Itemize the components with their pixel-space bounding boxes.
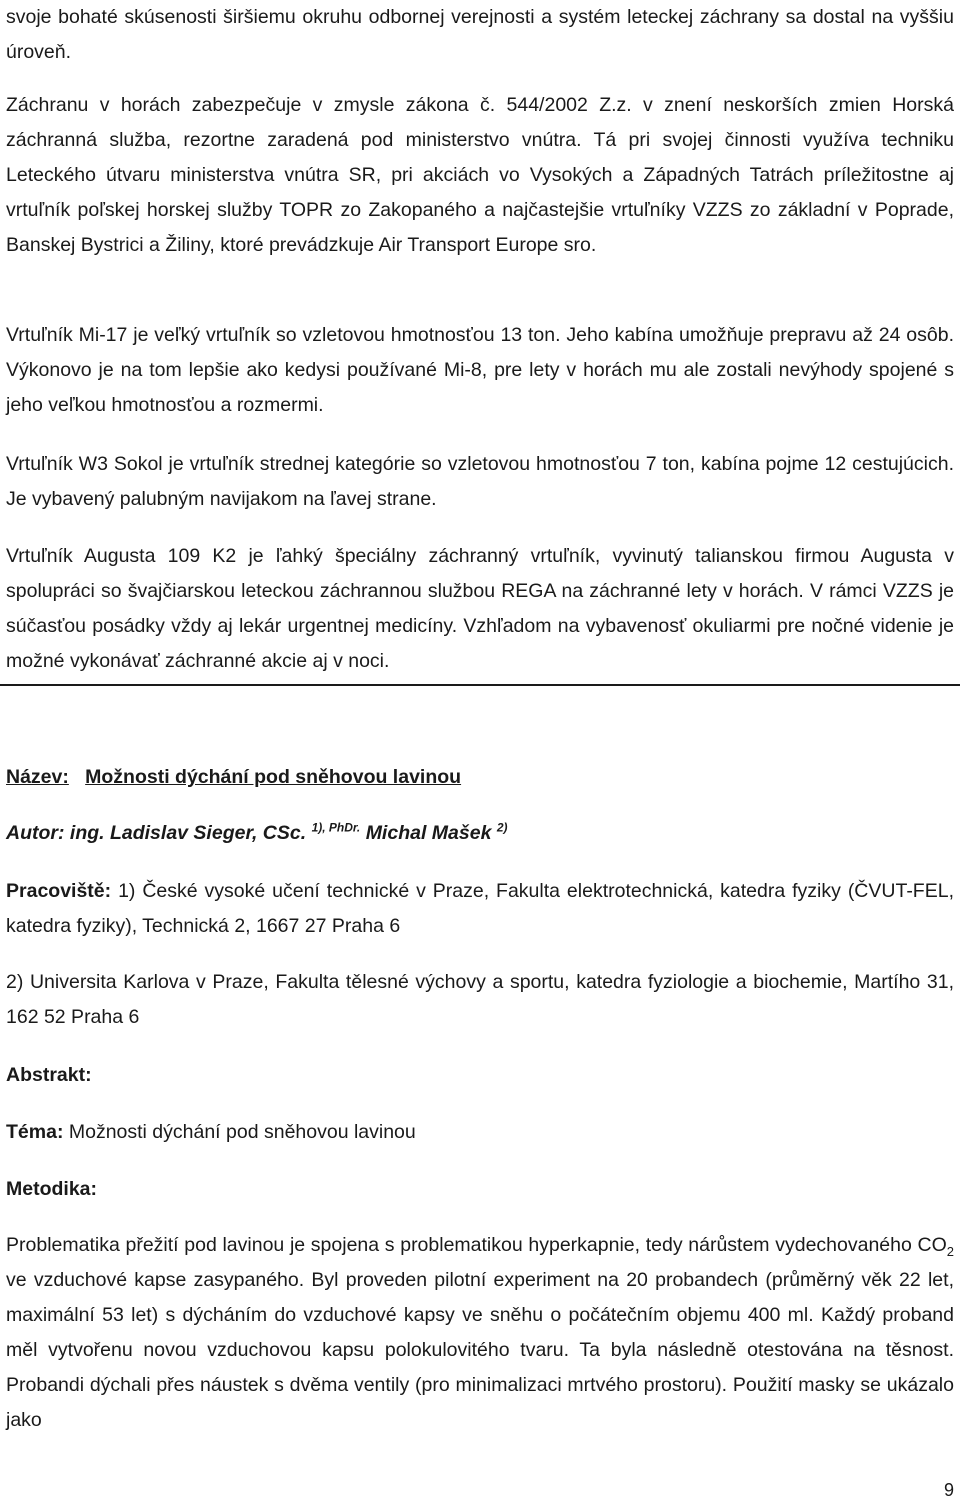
method-text-b: ve vzduchové kapse zasypaného. Byl proveden pilotní experiment na 20 probandech (průměrný věk 22 let, maximální 53 let) s dýcháním do vzduchové kapsy ve sněhu o počátečním objemu 400 ml. Každý proband měl vytvořenu novou vzduchovou kapsu polokulovitého tvaru. Ta byla následně otestována na těsnost. Probandi dýchali přes náustek s dvěma ventily (pro minimalizaci mrtvého prostoru). Použití masky se ukázalo jako	[6, 1269, 954, 1431]
section-divider	[0, 684, 960, 686]
paragraph-rescue	[6, 88, 954, 263]
author-secondary: Michal Mašek	[365, 822, 492, 844]
article-authors	[6, 816, 954, 851]
workplace-1-text: 1) České vysoké učení technické v Praze, Fakulta elektrotechnická, katedra fyziky (ČVUT-FEL, katedra fyziky), Technická 2, 1667 27 Praha 6	[6, 880, 954, 937]
method-paragraph	[6, 1228, 954, 1438]
abstract-label: Abstrakt:	[6, 1064, 92, 1086]
paragraph-intro-text: svoje bohaté skúsenosti širšiemu okruhu odbornej verejnosti a systém leteckej záchrany sa dostal na vyššiu úroveň.	[6, 6, 954, 63]
paragraph-w3-text: Vrtuľník W3 Sokol je vrtuľník strednej kategórie so vzletovou hmotnosťou 7 ton, kabína pojme 12 cestujúcich. Je vybavený palubným navijakom na ľavej strane.	[6, 453, 954, 510]
workplace-2	[6, 965, 954, 1035]
author-primary: Autor: ing. Ladislav Sieger, CSc.	[6, 822, 307, 844]
paragraph-augusta	[6, 539, 954, 679]
topic-label: Téma:	[6, 1121, 64, 1143]
author-affiliation-1: 1), PhDr.	[311, 820, 361, 835]
topic-text: Možnosti dýchání pod sněhovou lavinou	[63, 1121, 416, 1143]
article-title-text: Možnosti dýchání pod sněhovou lavinou	[85, 766, 462, 788]
workplace-label: Pracoviště:	[6, 880, 112, 902]
author-affiliation-2: 2)	[496, 820, 508, 835]
method-subscript: 2	[946, 1243, 954, 1259]
article-title-label: Název:	[6, 766, 69, 788]
method-heading	[6, 1172, 954, 1207]
paragraph-rescue-text: Tá pri svojej činnosti využíva techniku Leteckého útvaru ministerstva vnútra SR, pri akciách vo Vysokých a Západných Tatrách príležitostne aj vrtuľník poľskej horskej služby TOPR zo Zakopaného a najčastejšie vrtuľníky VZZS zo základní v Poprade, Banskej Bystrici a Žiliny, ktoré prevádzkuje Air Transport Europe sro.	[6, 129, 955, 256]
paragraph-intro	[6, 0, 954, 70]
paragraph-mi17	[6, 318, 954, 423]
article-title	[6, 760, 954, 795]
paragraph-augusta-text: Vrtuľník Augusta 109 K2 je ľahký špeciálny záchranný vrtuľník, vyvinutý talianskou firmou Augusta v spolupráci so švajčiarskou leteckou záchrannou službou REGA na záchranné lety v horách. V rámci VZZS je súčasťou posádky vždy aj lekár urgentnej medicíny. Vzhľadom na vybavenosť okuliarmi pre nočné videnie je možné vykonávať záchranné akcie aj v noci.	[6, 545, 954, 672]
paragraph-mi17-text: Vrtuľník Mi-17 je veľký vrtuľník so vzletovou hmotnosťou 13 ton. Jeho kabína umožňuje prepravu až 24 osôb. Výkonovo je na tom lepšie ako kedysi používané Mi-8, pre lety v horách mu ale zostali nevýhody spojené s jeho veľkou hmotnosťou a rozmermi.	[6, 324, 954, 416]
workplace-1	[6, 874, 954, 944]
workplace-2-text: 2) Universita Karlova v Praze, Fakulta tělesné výchovy a sportu, katedra fyziologie a biochemie, Martího 31, 162 52 Praha 6	[6, 971, 954, 1028]
topic-line	[6, 1115, 954, 1150]
method-label: Metodika:	[6, 1178, 98, 1200]
abstract-heading	[6, 1058, 954, 1093]
method-text-a: Problematika přežití pod lavinou je spojena s problematikou hyperkapnie, tedy nárůstem vydechovaného CO	[6, 1234, 947, 1256]
paragraph-w3	[6, 447, 954, 517]
paragraph-rescue-lead: Záchranu v horách zabezpečuje v zmysle zákona č. 544/2002 Z.z. v znení neskorších zmien Horská záchranná služba, rezortne zaradená pod ministerstvo vnútra.	[6, 94, 954, 151]
page-number: 9	[943, 1480, 954, 1500]
